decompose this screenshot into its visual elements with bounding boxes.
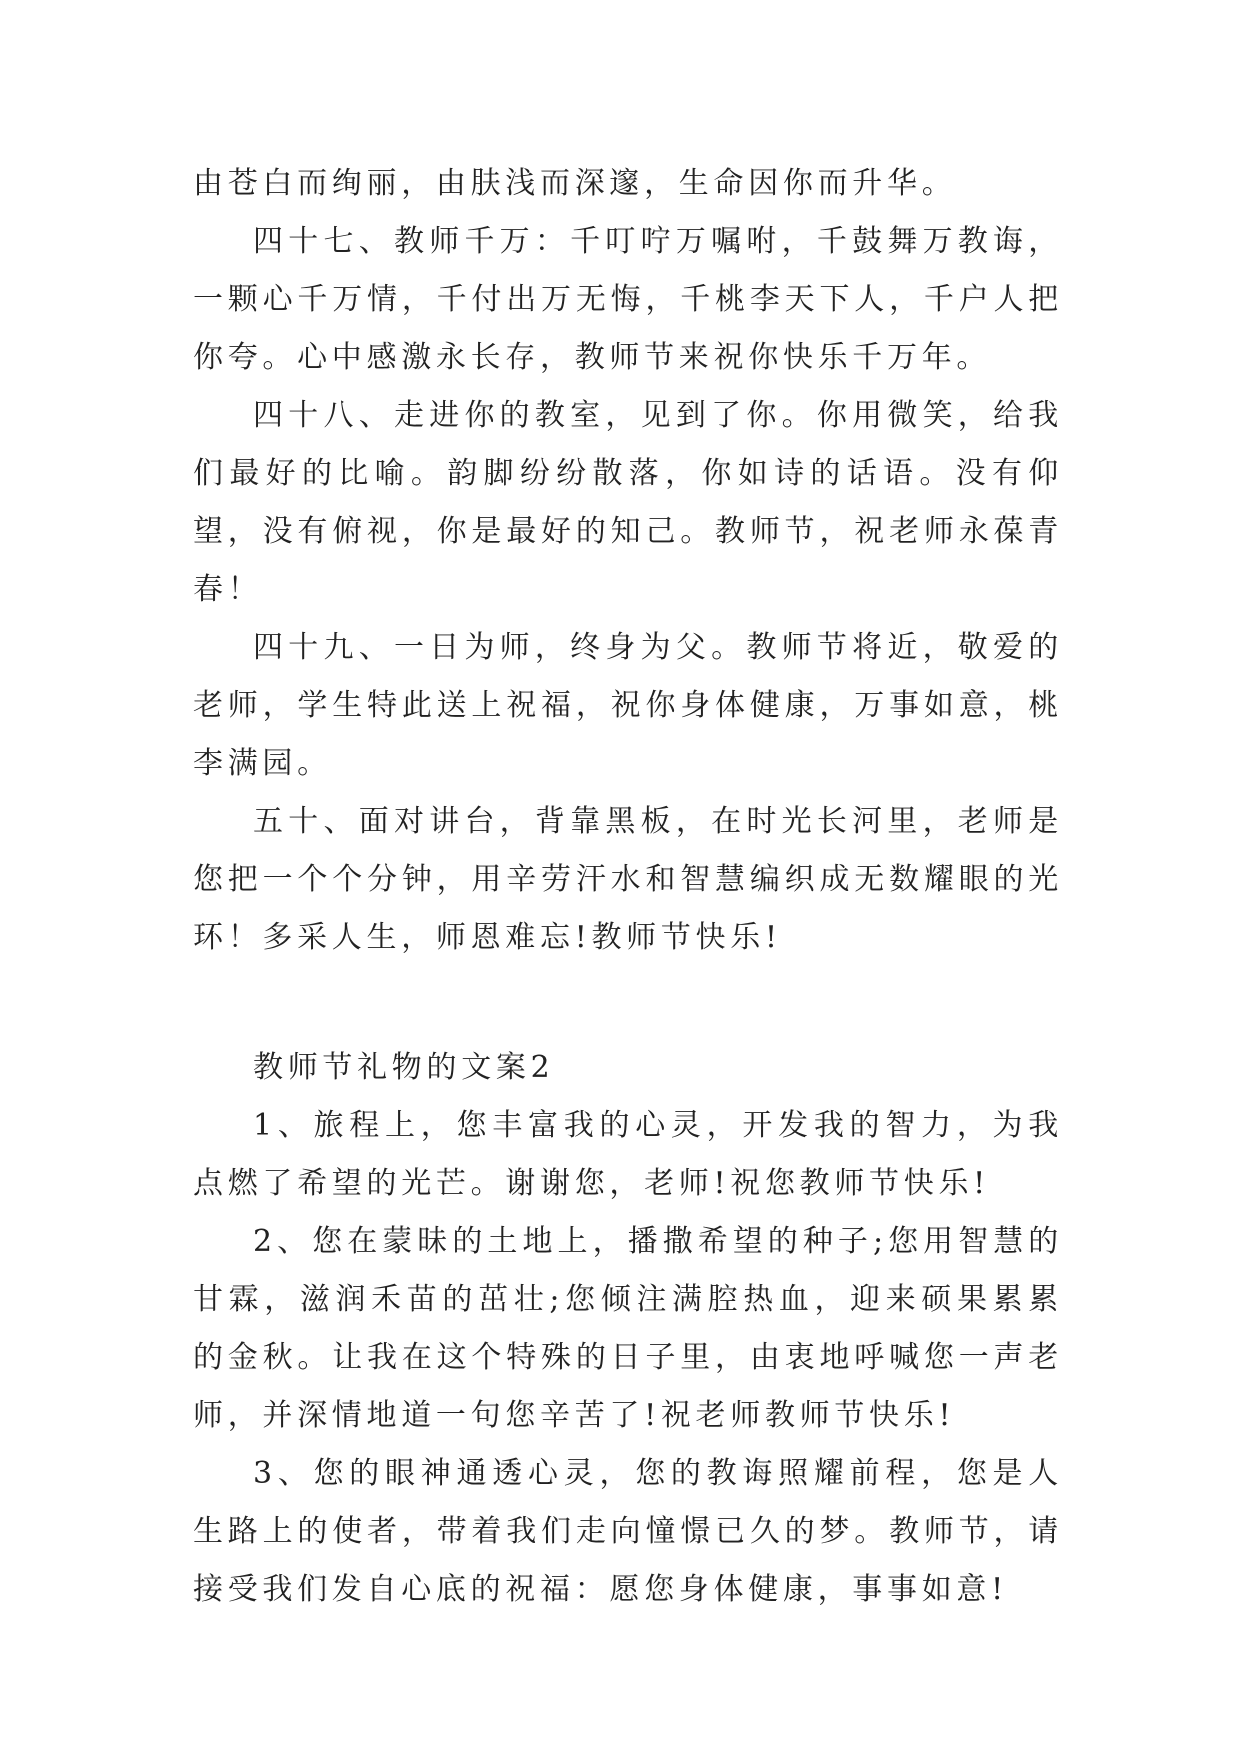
paragraph-48: 四十八、走进你的教室，见到了你。你用微笑，给我们最好的比喻。韵脚纷纷散落，你如诗的话语。没有仰望，没有俯视，你是最好的知己。教师节，祝老师永葆青春！ — [193, 398, 1063, 607]
paragraph-50: 五十、面对讲台，背靠黑板，在时光长河里，老师是您把一个个分钟，用辛劳汗水和智慧编织成无数耀眼的光环！多采人生，师恩难忘!教师节快乐! — [193, 804, 1063, 955]
paragraph-49: 四十九、一日为师，终身为父。教师节将近，敬爱的老师，学生特此送上祝福，祝你身体健康，万事如意，桃李满园。 — [193, 630, 1063, 781]
paragraph-item-3: 3、您的眼神通透心灵，您的教诲照耀前程，您是人生路上的使者，带着我们走向憧憬已久的梦。教师节，请接受我们发自心底的祝福：愿您身体健康，事事如意! — [193, 1456, 1063, 1607]
document-body — [193, 155, 1063, 1619]
paragraph-continuation: 由苍白而绚丽，由肤浅而深邃，生命因你而升华。 — [193, 166, 957, 201]
paragraph-item-2: 2、您在蒙昧的土地上，播撒希望的种子;您用智慧的甘霖，滋润禾苗的茁壮;您倾注满腔热血，迎来硕果累累的金秋。让我在这个特殊的日子里，由衷地呼喊您一声老师，并深情地道一句您辛苦了!祝老师教师节快乐! — [193, 1224, 1063, 1433]
section-heading: 教师节礼物的文案2 — [253, 1050, 555, 1085]
paragraph-item-1: 1、旅程上，您丰富我的心灵，开发我的智力，为我点燃了希望的光芒。谢谢您，老师!祝您教师节快乐! — [193, 1108, 1063, 1201]
paragraph-47: 四十七、教师千万：千叮咛万嘱咐，千鼓舞万教诲，一颗心千万情，千付出万无悔，千桃李天下人，千户人把你夸。心中感激永长存，教师节来祝你快乐千万年。 — [193, 224, 1063, 375]
